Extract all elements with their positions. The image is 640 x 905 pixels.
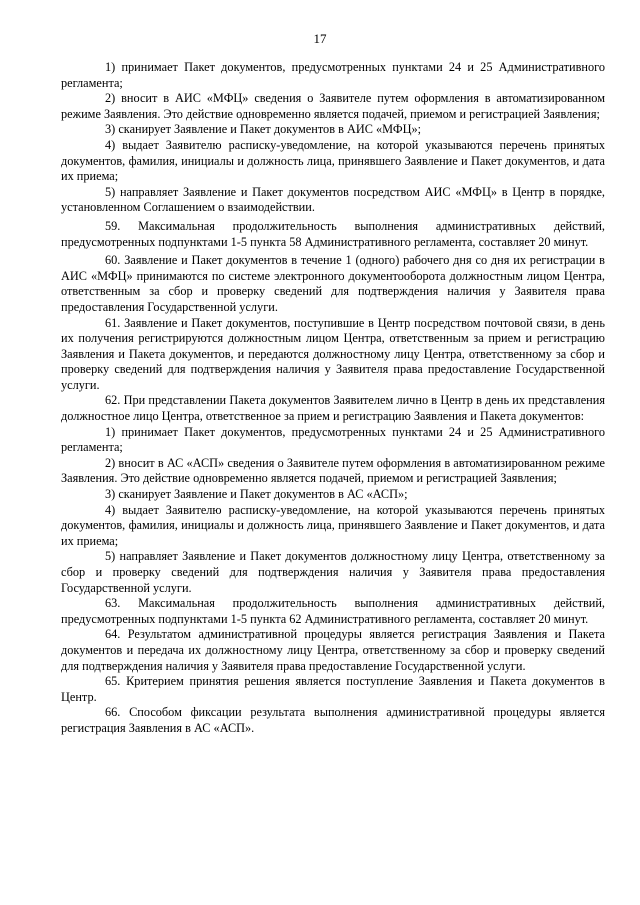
list-item-58-3: 3) сканирует Заявление и Пакет документов в АИС «МФЦ»; <box>105 122 422 137</box>
list-item-58-2: 2) вносит в АИС «МФЦ» сведения о Заявителе путем оформления в автоматизированном режиме Заявления. Это действие одновременно является подачей, приемом и регистрацией Заявления; <box>61 91 605 121</box>
list-item-62-2: 2) вносит в АС «АСП» сведения о Заявителе путем оформления в автоматизированном режиме Заявления. Это действие одновременно является подачей, приемом и регистрацией Заявления; <box>61 455 605 486</box>
document-body <box>61 60 605 737</box>
list-item-62-5: 5) направляет Заявление и Пакет документов должностному лицу Центра, ответственному за сбор и проверку сведений для подтверждения наличия у Заявителя права предоставления Государственной услуги. <box>61 549 605 595</box>
list-item-58-5: 5) направляет Заявление и Пакет документов посредством АИС «МФЦ» в Центр в порядке, установленном Соглашением о взаимодействии. <box>61 184 605 215</box>
clause-62: 62. При представлении Пакета документов Заявителем лично в Центр в день их представления должностное лицо Центра, ответственное за прием и регистрацию Заявления и Пакета документов: <box>61 393 605 424</box>
clause-65: 65. Критерием принятия решения является поступление Заявления и Пакета документов в Центр. <box>61 674 605 704</box>
list-item-62-4: 4) выдает Заявителю расписку-уведомление, на которой указываются перечень принятых документов, фамилия, инициалы и должность лица, принявшего Заявление и Пакет документов, и дата их приема; <box>61 502 605 548</box>
clause-64: 64. Результатом административной процедуры является регистрация Заявления и Пакета документов и передача их должностному лицу Центра, ответственному за сбор и проверку сведений для подтверждения наличия у Заявителя права предоставление Государственной услуги. <box>61 627 605 673</box>
clause-59: 59. Максимальная продолжительность выполнения административных действий, предусмотренных подпунктами 1-5 пункта 58 Административного регламента, составляет 20 минут. <box>61 218 605 249</box>
list-item-62-3: 3) сканирует Заявление и Пакет документов в АС «АСП»; <box>105 487 408 502</box>
clause-66: 66. Способом фиксации результата выполнения административной процедуры является регистрация Заявления в АС «АСП». <box>61 705 605 735</box>
list-item-58-1: 1) принимает Пакет документов, предусмотренных пунктами 24 и 25 Административного регламента; <box>61 60 605 90</box>
clause-61: 61. Заявление и Пакет документов, поступившие в Центр посредством почтовой связи, в день их получения регистрируются должностным лицом Центра, ответственным за прием и регистрацию Заявления и Пакета документов, и передаются должностному лицу Центра, ответственному за сбор и проверку сведений для подтверждения наличия у Заявителя права предоставление Государственной услуги. <box>61 315 605 392</box>
clause-60: 60. Заявление и Пакет документов в течение 1 (одного) рабочего дня со дня их регистрации в АИС «МФЦ» принимаются по системе электронного документооборота должностным лицом Центра, ответственным за сбор и проверку сведений для подтверждения наличия у Заявителя права предоставления Государственной услуги. <box>61 253 605 314</box>
clause-63: 63. Максимальная продолжительность выполнения административных действий, предусмотренных подпунктами 1-5 пункта 62 Административного регламента, составляет 20 минут. <box>61 596 605 626</box>
list-item-62-1: 1) принимает Пакет документов, предусмотренных пунктами 24 и 25 Административного регламента; <box>61 424 605 455</box>
page-number: 17 <box>313 31 327 46</box>
list-item-58-4: 4) выдает Заявителю расписку-уведомление, на которой указываются перечень принятых документов, фамилия, инициалы и должность лица, принявшего Заявление и Пакет документов, и дата их приема; <box>61 137 605 184</box>
